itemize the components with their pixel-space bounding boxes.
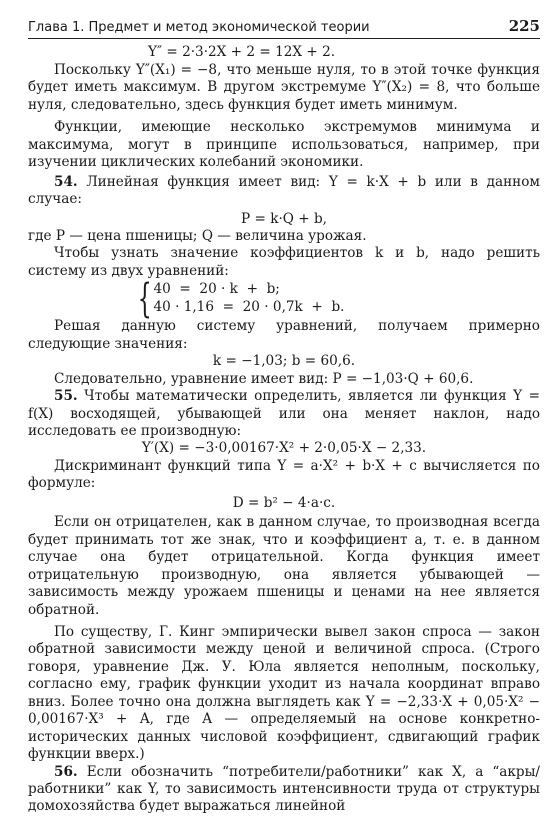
paragraph-negative: Если он отрицателен, как в данном случае, то производная всегда будет принимать тот же знак, что и коэффициент a, т. е. в данном случае она будет отрицательной. Когда функция имеет отрицательную производную, она является убывающей — зависимость между урожаем пшеницы и ценами на нее является обратной.: [28, 514, 540, 618]
formula-price: P = k·Q + b,: [241, 210, 327, 227]
chapter-title: Глава 1. Предмет и метод экономической теории: [28, 20, 370, 35]
question-56: [28, 764, 540, 816]
paragraph-legend: где P — цена пшеницы; Q — величина урожая.: [28, 227, 367, 244]
paragraph-king: По существу, Г. Кинг эмпирически вывел закон спроса — закон обратной зависимости между ценой и величиной спроса. (Строго говоря, уравнение Дж. У. Юла является неполным, поскольку, согласно ему, график функции уходит из начала координат вправо вниз. Более точно она должна выглядеть как Y = −2,33·X + 0,05·X² − 0,00167·X³ + A, где A — определяемый на основе конкретно-исторических данных числовой коэффициент, сдвигающий график функции вверх.): [28, 623, 540, 763]
header-rule: [28, 38, 540, 39]
equation-system: [132, 275, 540, 322]
formula-discriminant: D = b² − 4·a·c.: [232, 494, 336, 511]
paragraph-equation: Следовательно, уравнение имеет вид: P = −1,03·Q + 60,6.: [54, 370, 474, 387]
paragraph-extremum: Поскольку Y″(X₁) = −8, что меньше нуля, то в этой точке функция будет иметь максимум. В другом экстремуме Y″(X₂) = 8, что больше нуля, следовательно, здесь функция будет иметь минимум.: [28, 61, 540, 113]
formula-second-derivative: Y″ = 2·3·2X + 2 = 12X + 2.: [148, 44, 336, 61]
paragraph-cycles: Функции, имеющие несколько экстремумов минимума и максимума, могут в принципе использоваться, например, при изучении циклических колебаний экономики.: [28, 119, 540, 171]
paragraph-discriminant: Дискриминант функций типа Y = a·X² + b·X + c вычисляется по формуле:: [28, 457, 540, 492]
system-brace: {: [137, 275, 152, 322]
system-equation-1: 40 = 20 · k + b;: [153, 281, 280, 298]
page-number: 225: [508, 17, 540, 35]
question-54-text: Линейная функция имеет вид: Y = k·X + b или в данном случае:: [28, 173, 540, 208]
running-header: [28, 18, 540, 39]
question-56-number: 56.: [54, 763, 78, 780]
paragraph-system-intro: Чтобы узнать значение коэффициентов k и b, надо решить систему из двух уравнений:: [28, 245, 540, 279]
formula-derivative: Y′(X) = −3·0,00167·X² + 2·0,05·X − 2,33.: [141, 440, 427, 457]
question-54-number: 54.: [54, 173, 78, 190]
question-55-text: Чтобы математически определить, является ли функция Y = f(X) восходящей, убывающей или она меняет наклон, надо исследовать ее производную:: [28, 388, 540, 439]
paragraph-solution: Решая данную систему уравнений, получаем примерно следующие значения:: [28, 318, 540, 352]
system-equation-2: 40 · 1,16 = 20 · 0,7k + b.: [153, 298, 345, 315]
question-54: [28, 174, 540, 209]
question-56-text: Если обозначить “потребители/работники” как X, а “акры/работники” как Y, то зависимость интенсивности труда от структуры домохозяйства будет выражаться линейной: [28, 763, 540, 815]
formula-coefficients: k = −1,03; b = 60,6.: [212, 353, 356, 370]
question-55: [28, 388, 540, 440]
question-55-number: 55.: [54, 388, 78, 405]
